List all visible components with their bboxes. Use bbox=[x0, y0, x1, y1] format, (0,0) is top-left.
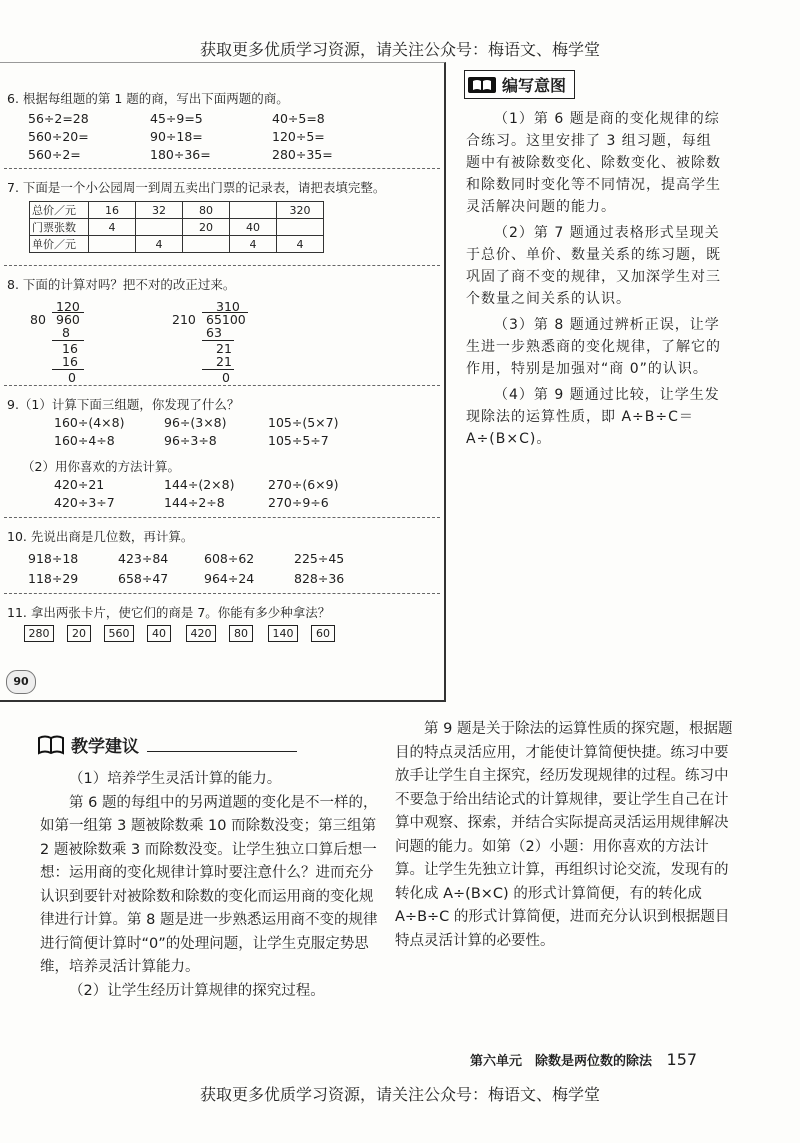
q10-cell: 118÷29 bbox=[28, 571, 79, 586]
q9-cell: 96÷(3×8) bbox=[164, 415, 227, 430]
number-card: 560 bbox=[104, 625, 134, 642]
dividend: 960 bbox=[56, 312, 80, 327]
q6-cell: 56÷2=28 bbox=[28, 111, 89, 126]
q9-cell: 420÷21 bbox=[54, 477, 105, 492]
table-cell bbox=[136, 219, 183, 236]
dividend: 65100 bbox=[206, 312, 246, 327]
number-card: 280 bbox=[24, 625, 54, 642]
left-page-number: 90 bbox=[6, 670, 36, 694]
divisor: 80 bbox=[30, 312, 46, 327]
q9-cell: 270÷9÷6 bbox=[268, 495, 329, 510]
table-cell: 总价／元 bbox=[30, 202, 89, 219]
step: 8 bbox=[62, 325, 70, 340]
division-bracket bbox=[202, 312, 248, 313]
watermark-top: 获取更多优质学习资源，请关注公众号：梅语文、梅学堂 bbox=[199, 40, 600, 59]
q9-title: 9.（1）计算下面三组题，你发现了什么？ bbox=[7, 397, 240, 412]
step: 0 bbox=[222, 370, 230, 385]
suggest-paragraph: 第 6 题的每组中的另两道题的变化是不一样的，如第一组第 3 题被除数乘 10 而除数没变；第三组第 2 题被除数乘 3 而除数没变。让学生独立口算后想一想：运用商的变化规律计算时要注意什么？进而充分认识到要针对被除数和除数的变化而运用商的变化规律进行计算。第 8 题是进一步熟悉运用商不变的规律进行简便计算时“0”的处理问题，让学生克服定势思维，培养灵活计算能力。 bbox=[40, 794, 378, 975]
q10-cell: 225÷45 bbox=[294, 551, 345, 566]
q6-cell: 90÷18= bbox=[150, 129, 203, 144]
step: 21 bbox=[216, 354, 232, 369]
suggest-paragraph: （1）培养学生灵活计算的能力。 bbox=[69, 771, 282, 787]
open-book-icon bbox=[467, 76, 497, 94]
q9-cell: 270÷(6×9) bbox=[268, 477, 339, 492]
intent-heading-text: 编写意图 bbox=[502, 76, 567, 95]
step: 21 bbox=[216, 341, 232, 356]
divider bbox=[4, 517, 440, 518]
q9-cell: 144÷2÷8 bbox=[164, 495, 225, 510]
table-cell: 4 bbox=[89, 219, 136, 236]
page-footer bbox=[470, 1050, 697, 1069]
long-division-1 bbox=[30, 299, 100, 385]
table-cell: 80 bbox=[183, 202, 230, 219]
quotient: 120 bbox=[56, 299, 80, 314]
q6-cell: 560÷20= bbox=[28, 129, 89, 144]
intent-text bbox=[466, 108, 726, 450]
number-card: 20 bbox=[67, 625, 91, 642]
q6-cell: 180÷36= bbox=[150, 147, 211, 162]
table-cell: 16 bbox=[89, 202, 136, 219]
intent-paragraph: （2）第 7 题通过表格形式呈现关于总价、单价、数量关系的练习题，既巩固了商不变的规律，又加深学生对三个数量之间关系的认识。 bbox=[466, 225, 721, 307]
divisor: 210 bbox=[172, 312, 196, 327]
table-cell bbox=[89, 236, 136, 253]
q11-title: 11. 拿出两张卡片，使它们的商是 7。你能有多少种拿法？ bbox=[7, 605, 331, 620]
table-cell: 40 bbox=[230, 219, 277, 236]
suggest-heading-text: 教学建议 bbox=[71, 737, 139, 757]
number-card: 60 bbox=[311, 625, 335, 642]
step: 0 bbox=[68, 370, 76, 385]
table-cell: 单价／元 bbox=[30, 236, 89, 253]
divider bbox=[4, 385, 440, 386]
q9-cell: 105÷5÷7 bbox=[268, 433, 329, 448]
table-cell: 32 bbox=[136, 202, 183, 219]
q6-cell: 560÷2= bbox=[28, 147, 81, 162]
suggest-paragraph: 第 9 题是关于除法的运算性质的探究题，根据题目的特点灵活应用，才能使计算简便快捷。练习中要放手让学生自主探究，经历发现规律的过程。练习中不要急于给出结论式的计算规律，要让学生自己在计算中观察、探索，并结合实际提高灵活运用规律解决问题的能力。如第（2）小题：用你喜欢的方法计算。让学生先独立计算，再组织讨论交流，发现有的转化成 A÷(B×C) 的形式计算简便，有的转化成 A÷B÷C 的形式计算简便，进而充分认识到根据题目特点灵活计算的必要性。 bbox=[395, 721, 733, 949]
q10-cell: 918÷18 bbox=[28, 551, 79, 566]
heading-rule bbox=[147, 751, 297, 752]
q6-title: 6. 根据每组题的第 1 题的商，写出下面两题的商。 bbox=[7, 91, 289, 106]
table-cell bbox=[183, 236, 230, 253]
table-cell: 320 bbox=[277, 202, 324, 219]
intent-heading bbox=[464, 70, 575, 99]
q10-title: 10. 先说出商是几位数，再计算。 bbox=[7, 529, 194, 544]
quotient: 310 bbox=[216, 299, 240, 314]
intent-paragraph: （1）第 6 题是商的变化规律的综合练习。这里安排了 3 组习题，每组题中有被除数变化、除数变化、被除数和除数同时变化等不同情况，提高学生灵活解决问题的能力。 bbox=[466, 111, 721, 215]
number-card: 420 bbox=[186, 625, 216, 642]
q6-cell: 45÷9=5 bbox=[150, 111, 203, 126]
divider bbox=[4, 265, 440, 266]
table-cell: 4 bbox=[230, 236, 277, 253]
exercise-box bbox=[0, 62, 446, 702]
ticket-record-table bbox=[29, 201, 324, 253]
q7-title: 7. 下面是一个小公园周一到周五卖出门票的记录表，请把表填完整。 bbox=[7, 180, 386, 195]
q9-cell: 105÷(5×7) bbox=[268, 415, 339, 430]
table-cell bbox=[230, 202, 277, 219]
table-cell: 门票张数 bbox=[30, 219, 89, 236]
step: 16 bbox=[62, 341, 78, 356]
page-number: 157 bbox=[666, 1050, 698, 1069]
unit-title: 第六单元 除数是两位数的除法 bbox=[470, 1054, 653, 1069]
watermark-bottom: 获取更多优质学习资源，请关注公众号：梅语文、梅学堂 bbox=[199, 1085, 600, 1104]
q6-cell: 120÷5= bbox=[272, 129, 325, 144]
q9-cell: 160÷(4×8) bbox=[54, 415, 125, 430]
q10-cell: 964÷24 bbox=[204, 571, 255, 586]
q6-cell: 40÷5=8 bbox=[272, 111, 325, 126]
q9-subtitle: （2）用你喜欢的方法计算。 bbox=[22, 459, 180, 474]
q6-cell: 280÷35= bbox=[272, 147, 333, 162]
number-card: 80 bbox=[229, 625, 253, 642]
suggest-right-text bbox=[395, 718, 733, 953]
q9-cell: 420÷3÷7 bbox=[54, 495, 115, 510]
table-cell bbox=[277, 219, 324, 236]
q8-title: 8. 下面的计算对吗？把不对的改正过来。 bbox=[7, 277, 236, 292]
open-book-icon bbox=[36, 734, 66, 756]
step: 63 bbox=[206, 325, 222, 340]
q9-cell: 160÷4÷8 bbox=[54, 433, 115, 448]
intent-paragraph: （3）第 8 题通过辨析正误，让学生进一步熟悉商的变化规律，了解它的作用，特别是加强对“商 0”的认识。 bbox=[466, 317, 721, 377]
intent-paragraph: （4）第 9 题通过比较，让学生发现除法的运算性质，即 A÷B÷C＝A÷(B×C)。 bbox=[466, 387, 720, 447]
q9-cell: 144÷(2×8) bbox=[164, 477, 235, 492]
divider bbox=[4, 168, 440, 169]
step: 16 bbox=[62, 354, 78, 369]
division-bracket bbox=[52, 312, 84, 313]
q10-cell: 658÷47 bbox=[118, 571, 169, 586]
q10-cell: 423÷84 bbox=[118, 551, 169, 566]
suggest-paragraph: （2）让学生经历计算规律的探究过程。 bbox=[69, 982, 325, 999]
number-card: 40 bbox=[147, 625, 171, 642]
suggest-left-text bbox=[40, 768, 378, 1003]
q10-cell: 608÷62 bbox=[204, 551, 255, 566]
q9-cell: 96÷3÷8 bbox=[164, 433, 217, 448]
table-cell: 4 bbox=[277, 236, 324, 253]
table-cell: 20 bbox=[183, 219, 230, 236]
divider bbox=[4, 593, 440, 594]
table-cell: 4 bbox=[136, 236, 183, 253]
number-card: 140 bbox=[268, 625, 298, 642]
long-division-2 bbox=[172, 299, 262, 385]
q10-cell: 828÷36 bbox=[294, 571, 345, 586]
suggest-heading bbox=[36, 732, 297, 757]
